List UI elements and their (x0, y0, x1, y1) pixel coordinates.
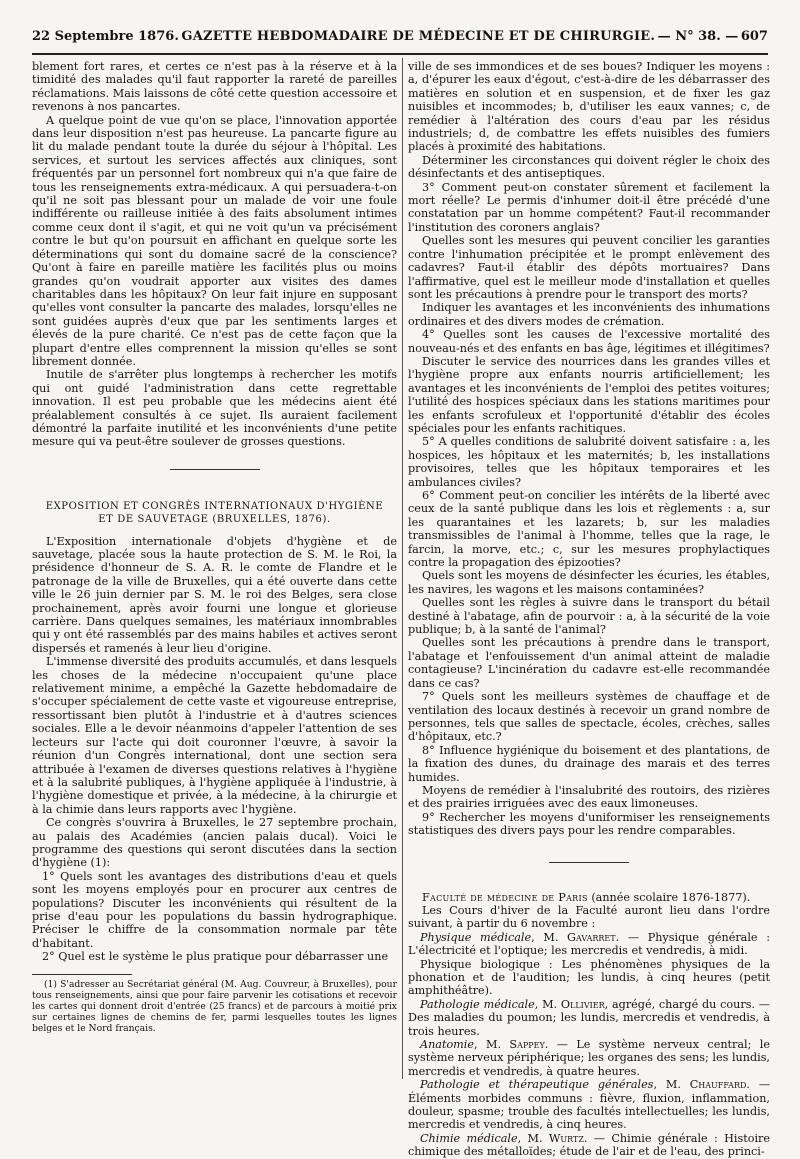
course-professor: M. Gavarret. (543, 930, 620, 944)
paragraph: Indiquer les avantages et les inconvénients des inhumations ordinaires et des divers modes de crémation. (408, 301, 770, 328)
course-text: — Éléments morbides communs : fièvre, fluxion, inflammation, douleur, spasme; trouble des facultés intellectuelles; les lundis, mercredis et vendredis, à cinq heures. (408, 1078, 771, 1132)
page-number: 607 (740, 28, 768, 44)
question-item: 5° A quelles conditions de salubrité doivent satisfaire : a, les hospices, les hôpitaux et les maternités; b, les installations provisoires, telles que les hôpitaux temporaires et les ambulances civiles? (408, 435, 770, 489)
paragraph: Quelles sont les mesures qui peuvent concilier les garanties contre l'inhumation précipitée et le prompt enlèvement des cadavres? Faut-il établir des dépôts mortuaires? Dans l'affirmative, quel est le meilleur mode d'installation et quelles sont les précautions à prendre pour le transport des morts? (408, 234, 770, 301)
footnote: (1) S'adresser au Secrétariat général (M. Aug. Couvreur, à Bruxelles), pour tous renseignements, ainsi que pour faire parvenir les cotisations et recevoir les cartes qui donnent droit d'entrée (25 francs) et de parcours à moitié prix sur certaines lignes de chemins de fer, parmi lesquelles toutes les lignes belges et le Nord français. (32, 978, 397, 1034)
journal-title: GAZETTE HEBDOMADAIRE DE MÉDECINE ET DE CHIRURGIE. (181, 28, 656, 44)
faculty-heading (408, 891, 770, 904)
paragraph: Inutile de s'arrêter plus longtemps à rechercher les motifs qui ont guidé l'administration dans cette regrettable innovation. Il est peu probable que les médecins aient été préalablement consultés à ce sujet. Ils auraient facilement démontré la parfaite inutilité et les inconvénients d'une petite mesure qui va peut-être soulever de grosses questions. (32, 368, 397, 449)
paragraph: ville de ses immondices et de ses boues? Indiquer les moyens : a, d'épurer les eaux d'égout, c'est-à-dire de les débarrasser des matières en solution et en suspension, et de fixer les gaz nuisibles et incommodes; b, d'utiliser les eaux vannes; c, de remédier à l'altération des cours d'eau par les résidus industriels; d, de combattre les effets nuisibles des fumiers placés à proximité des habitations. (408, 60, 770, 154)
column-divider (402, 58, 403, 1079)
paragraph: Quels sont les moyens de désinfecter les écuries, les étables, les navires, les wagons et les maisons contaminées? (408, 569, 770, 596)
course-title: Physique médicale (420, 930, 532, 944)
paragraph: L'immense diversité des produits accumulés, et dans lesquels les choses de la médecine n'occupaient qu'une place relativement minime, a empêché la Gazette hebdomadaire de s'occuper spécialement de cette vaste et vigoureuse entreprise, ressortissant bien plutôt à l'industrie et à d'autres sciences sociales. Elle a le devoir néanmoins d'appeler l'attention de ses lecteurs sur l'acte qui doit couronner l'œuvre, à savoir la réunion d'un Congrès international, dont une section sera attribuée à l'examen de diverses questions relatives à l'hygiène et à la salubrité publiques, à l'hygiène appliquée à l'industrie, à l'hygiène domestique et privée, à la médecine, à la chirurgie et à la chimie dans leurs rapports avec l'hygiène. (32, 655, 397, 816)
course-entry: Physique médicale, M. Gavarret. — Physique générale : L'électricité et l'optique; les mercredis et vendredis, à midi. (408, 930, 770, 958)
course-title: Chimie médicale (420, 1131, 518, 1145)
paragraph: Ce congrès s'ouvrira à Bruxelles, le 27 septembre prochain, au palais des Académies (ancien palais ducal). Voici le programme des questions qui seront discutées dans la section d'hygiène (1): (32, 816, 397, 870)
course-text: agrégé, chargé du cours. — Des maladies du poumon; les lundis, mercredis et vendredis, à trois heures. (408, 997, 770, 1038)
course-title: Anatomie (420, 1038, 474, 1052)
header-rule (32, 53, 768, 55)
paragraph: Discuter le service des nourrices dans les grandes villes et l'hygiène propre aux enfants nourris artificiellement; les avantages et les inconvénients de l'emploi des petites voitures; l'utilité des hospices spéciaux dans les stations maritimes pour les enfants scrofuleux et l'opportunité d'établir des écoles spéciales pour les enfants rachitiques. (408, 354, 770, 435)
footnote-rule (32, 974, 132, 975)
running-header (32, 24, 768, 48)
course-entry: Pathologie médicale, M. Ollivier, agrégé, chargé du cours. — Des maladies du poumon; les lundis, mercredis et vendredis, à trois heures. (408, 997, 770, 1038)
section-heading (32, 500, 397, 527)
course-title: Pathologie et thérapeutique générales (420, 1078, 654, 1092)
course-entry: Chimie médicale, M. Wurtz. — Chimie générale : Histoire chimique des métalloïdes; étude de l'air et de l'eau, des princi- (408, 1131, 770, 1159)
course-text: — Physique générale : L'électricité et l'optique; les mercredis et vendredis, à midi. (408, 930, 770, 958)
question-item: 1° Quels sont les avantages des distributions d'eau et quels sont les moyens employés pour en procurer aux centres de populations? Discuter les inconvénients qui résultent de la prise d'eau pour les populations du bassin hydrographique. Préciser le chiffre de la consommation normale par tête d'habitant. (32, 869, 397, 950)
paragraph: Déterminer les circonstances qui doivent régler le choix des désinfectants et des antiseptiques. (408, 153, 770, 181)
section-separator (549, 862, 629, 863)
paragraph: Les Cours d'hiver de la Faculté auront lieu dans l'ordre suivant, à partir du 6 novembre : (408, 903, 770, 931)
question-item: 9° Rechercher les moyens d'uniformiser les renseignements statistiques des divers pays pour les rendre comparables. (408, 810, 770, 838)
paragraph: blement fort rares, et certes ce n'est pas à la réserve et à la timidité des malades qu'il faut rapporter la rareté de pareilles réclamations. Mais laissons de côté cette question accessoire et revenons à nos pancartes. (32, 60, 397, 114)
section-heading-line: EXPOSITION ET CONGRÈS INTERNATIONAUX D'HYGIÈNE (45, 500, 384, 512)
question-item: 7° Quels sont les meilleurs systèmes de chauffage et de ventilation des locaux destinés à recevoir un grand nombre de personnes, tels que salles de spectacle, écoles, crèches, salles d'hôpitaux, etc.? (408, 690, 770, 744)
question-item: 2° Quel est le système le plus pratique pour débarrasser une (42, 950, 389, 964)
course-professor: M. Sappey. (485, 1038, 549, 1052)
header-date: 22 Septembre 1876. (32, 28, 179, 44)
paragraph: L'Exposition internationale d'objets d'hygiène et de sauvetage, placée sous la haute protection de S. M. le Roi, la présidence d'honneur de S. A. R. le comte de Flandre et le patronage de la ville de Bruxelles, qui a été ouverte dans cette ville le 26 juin dernier par S. M. le roi des Belges, sera close prochainement, après avoir fourni une longue et glorieuse carrière. Dans quelques semaines, les matériaux innombrables qui y ont été rassemblés par des mains habiles et actives seront dispersés et ramenés à leur lieu d'origine. (32, 534, 397, 655)
course-professor: M. Ollivier, (542, 997, 609, 1011)
left-column (32, 60, 397, 1079)
question-item: 6° Comment peut-on concilier les intérêts de la liberté avec ceux de la santé publique dans les lois et règlements : a, sur les quarantaines et les lazarets; b, sur les maladies transmissibles de l'animal à l'homme, telles que la rage, le farcin, la morve, etc.; c, sur les mesures prophylactiques contre la propagation des épizooties? (408, 489, 770, 570)
course-entry: Anatomie, M. Sappey. — Le système nerveux central; le système nerveux périphérique; les organes des sens; les lundis, mercredis et vendredis, à quatre heures. (408, 1038, 770, 1078)
course-entry: Physique biologique : Les phénomènes physiques de la phonation et de l'audition; les lundis, à cinq heures (petit amphithéâtre). (408, 957, 770, 998)
faculty-name: Faculté de médecine de Paris (422, 890, 588, 904)
right-column (408, 60, 771, 1159)
course-entry: Pathologie et thérapeutique générales, M. Chauffard. — Éléments morbides communs : fièvre, fluxion, inflammation, douleur, spasme; trouble des facultés intellectuelles; les lundis, mercredis et vendredis, à cinq heures. (408, 1078, 771, 1132)
paragraph: Quelles sont les règles à suivre dans le transport du bétail destiné à l'abatage, afin de pourvoir : a, à la sécurité de la voie publique; b, à la santé de l'animal? (408, 596, 770, 637)
course-title: Pathologie médicale (420, 997, 535, 1011)
issue-number: — N° 38. — (657, 28, 739, 44)
question-item: 3° Comment peut-on constater sûrement et facilement la mort réelle? Le permis d'inhumer doit-il être précédé d'une constatation par un homme compétent? Faut-il recommander l'institution des coroners anglais? (408, 180, 770, 234)
question-item: 8° Influence hygiénique du boisement et des plantations, de la fixation des dunes, du drainage des marais et des terres humides. (408, 743, 770, 784)
section-heading-line: ET DE SAUVETAGE (BRUXELLES, 1876). (98, 514, 331, 526)
faculty-year: (année scolaire 1876-1877). (591, 890, 751, 904)
paragraph: A quelque point de vue qu'on se place, l'innovation apportée dans leur disposition n'est pas heureuse. La pancarte figure au lit du malade pendant toute la durée du séjour à l'hôpital. Les services, et surtout les services affectés aux cliniques, sont fréquentés par un personnel fort nombreux qui n'a que faire de tous les renseignements extra-médicaux. A qui persuadera-t-on qu'il ne soit pas blessant pour un malade de voir une foule indifférente ou railleuse initiée à des faits absolument intimes comme ceux dont il s'agit, et qui ne voit qu'un va précisément contre le but qu'on poursuit en affichant en quelque sorte les déterminations qui sont du domaine sacré de la conscience? Qu'ont à faire en pareille matière les facilités plus ou moins grandes qu'on voudrait apporter aux visites des dames charitables dans les hôpitaux? On leur fait injure en supposant qu'elles vont consulter la pancarte des malades, lorsqu'elles ne sont guidées auprès d'eux que par les sentiments larges et élevés de la pure charité. Ce n'est pas de cette façon que la plupart d'entre elles comprennent la mission qu'elles se sont librement donnée. (32, 113, 397, 368)
paragraph: Quelles sont les précautions à prendre dans le transport, l'abatage et l'enfouissement d'un animal atteint de maladie contagieuse? L'incinération du cadavre est-elle recommandée dans ce cas? (408, 636, 770, 690)
course-text: — Le système nerveux central; le système nerveux périphérique; les organes des sens; les lundis, mercredis et vendredis, à quatre heures. (408, 1038, 770, 1078)
course-professor: M. Chauffard. (665, 1078, 750, 1092)
course-text: — Chimie générale : Histoire chimique des métalloïdes; étude de l'air et de l'eau, des princi- (408, 1131, 770, 1159)
paragraph: Moyens de remédier à l'insalubrité des routoirs, des rizières et des prairies irriguées avec des eaux limoneuses. (408, 783, 770, 811)
question-item: 4° Quelles sont les causes de l'excessive mortalité des nouveau-nés et des enfants en bas âge, légitimes et illégitimes? (408, 328, 770, 355)
course-professor: M. Wurtz. (527, 1131, 588, 1145)
section-separator (170, 469, 260, 470)
